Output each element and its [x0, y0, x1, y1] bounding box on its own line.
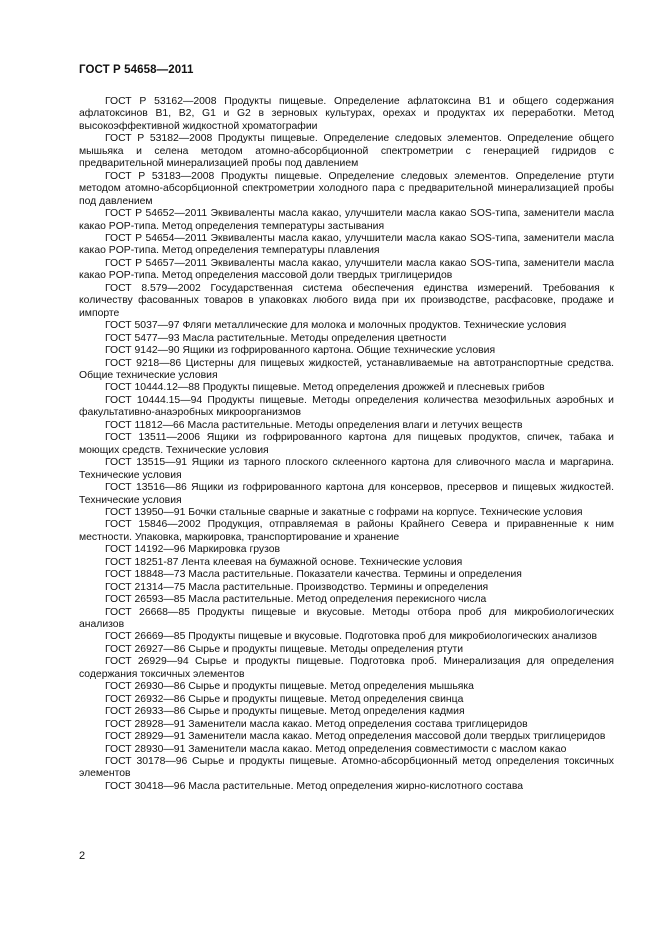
- reference-item: ГОСТ 14192—96 Маркировка грузов: [105, 544, 281, 556]
- document-header: ГОСТ Р 54658—2011: [79, 64, 194, 76]
- reference-item: ГОСТ 18251-87 Лента клеевая на бумажной основе. Технические условия: [105, 556, 463, 568]
- reference-item: ГОСТ 15846—2002 Продукция, отправляемая в районы Крайнего Севера и приравненные к ним местности. Упаковка, маркировка, транспортирование и хранение: [79, 519, 614, 543]
- reference-item: ГОСТ 21314—75 Масла растительные. Производство. Термины и определения: [105, 581, 489, 593]
- reference-item: ГОСТ 26668—85 Продукты пищевые и вкусовые. Методы отбора проб для микробиологических анализов: [79, 606, 614, 631]
- reference-item: ГОСТ 26669—85 Продукты пищевые и вкусовые. Подготовка проб для микробиологических анализов: [105, 631, 598, 643]
- reference-item: ГОСТ Р 53182—2008 Продукты пищевые. Определение следовых элементов. Определение общего мышьяка и селена методом атомно-абсорбционной спектрометрии с генерацией гидридов с предварительной минерализацией пробы под давлением: [79, 133, 614, 170]
- reference-item: ГОСТ 28929—91 Заменители масла какао. Метод определения массовой доли твердых триглицеридов: [105, 731, 606, 743]
- reference-item: ГОСТ 30178—96 Сырье и продукты пищевые. Атомно-абсорбционный метод определения токсичных элементов: [79, 756, 614, 780]
- reference-item: ГОСТ 28928—91 Заменители масла какао. Метод определения состава триглицеридов: [105, 718, 528, 730]
- reference-item: ГОСТ 10444.12—88 Продукты пищевые. Метод определения дрожжей и плесневых грибов: [105, 382, 545, 394]
- reference-item: ГОСТ 5477—93 Масла растительные. Методы определения цветности: [105, 332, 447, 344]
- normative-references-list: [79, 96, 614, 793]
- reference-item: ГОСТ 18848—73 Масла растительные. Показатели качества. Термины и определения: [105, 569, 522, 581]
- reference-item: ГОСТ 9142—90 Ящики из гофрированного картона. Общие технические условия: [105, 345, 496, 357]
- reference-item: ГОСТ 9218—86 Цистерны для пищевых жидкостей, устанавливаемые на автотранспортные средства. Общие технические условия: [79, 357, 614, 381]
- reference-item: ГОСТ 13511—2006 Ящики из гофрированного картона для пищевых продуктов, спичек, табака и моющих средств. Технические условия: [79, 432, 614, 456]
- reference-item: ГОСТ 10444.15—94 Продукты пищевые. Методы определения количества мезофильных аэробных и факультативно-анаэробных микроорганизмов: [79, 394, 614, 419]
- reference-item: ГОСТ 26932—86 Сырье и продукты пищевые. Метод определения свинца: [105, 693, 464, 705]
- reference-item: ГОСТ 8.579—2002 Государственная система обеспечения единства измерений. Требования к количеству фасованных товаров в упаковках любого вида при их производстве, расфасовке, продаже и импорте: [79, 282, 614, 319]
- page-number: 2: [79, 850, 86, 862]
- reference-item: ГОСТ 28930—91 Заменители масла какао. Метод определения совместимости с маслом какао: [105, 743, 567, 755]
- reference-item: ГОСТ 5037—97 Фляги металлические для молока и молочных продуктов. Технические условия: [105, 320, 567, 332]
- reference-item: ГОСТ Р 54654—2011 Эквиваленты масла какао, улучшители масла какао SOS-типа, заменители масла какао POP-типа. Метод определения температуры плавления: [79, 232, 614, 257]
- reference-item: ГОСТ Р 53183—2008 Продукты пищевые. Определение следовых элементов. Определение ртути методом атомно-абсорбционной спектрометрии холодного пара с предварительной минерализацией пробы под давлением: [79, 170, 614, 207]
- reference-item: ГОСТ 13515—91 Ящики из тарного плоского склеенного картона для сливочного масла и маргарина. Технические условия: [79, 457, 614, 481]
- reference-item: ГОСТ Р 54657—2011 Эквиваленты масла какао, улучшители масла какао SOS-типа, заменители масла какао POP-типа. Метод определения массовой доли твердых триглицеридов: [79, 257, 614, 282]
- reference-item: ГОСТ Р 54652—2011 Эквиваленты масла какао, улучшители масла какао SOS-типа, заменители масла какао POP-типа. Метод определения температуры застывания: [79, 208, 614, 232]
- reference-item: ГОСТ Р 53162—2008 Продукты пищевые. Определение афлатоксина B1 и общего содержания афлатоксинов B1, B2, G1 и G2 в зерновых культурах, орехах и продуктах их переработки. Метод высокоэффективной жидкостной хроматографии: [79, 96, 614, 132]
- reference-item: ГОСТ 26929—94 Сырье и продукты пищевые. Подготовка проб. Минерализация для определения содержания токсичных элементов: [79, 656, 614, 680]
- reference-item: ГОСТ 26933—86 Сырье и продукты пищевые. Метод определения кадмия: [105, 706, 465, 718]
- reference-item: ГОСТ 13950—91 Бочки стальные сварные и закатные с гофрами на корпусе. Технические условия: [105, 506, 583, 518]
- reference-item: ГОСТ 13516—86 Ящики из гофрированного картона для консервов, пресервов и пищевых жидкостей. Технические условия: [79, 482, 614, 506]
- reference-item: ГОСТ 11812—66 Масла растительные. Методы определения влаги и летучих веществ: [105, 419, 523, 431]
- reference-item: ГОСТ 26593—85 Масла растительные. Метод определения перекисного числа: [105, 594, 487, 606]
- reference-item: ГОСТ 26930—86 Сырье и продукты пищевые. Метод определения мышьяка: [105, 681, 474, 693]
- reference-item: ГОСТ 30418—96 Масла растительные. Метод определения жирно-кислотного состава: [105, 780, 524, 792]
- reference-item: ГОСТ 26927—86 Сырье и продукты пищевые. Методы определения ртути: [105, 643, 464, 655]
